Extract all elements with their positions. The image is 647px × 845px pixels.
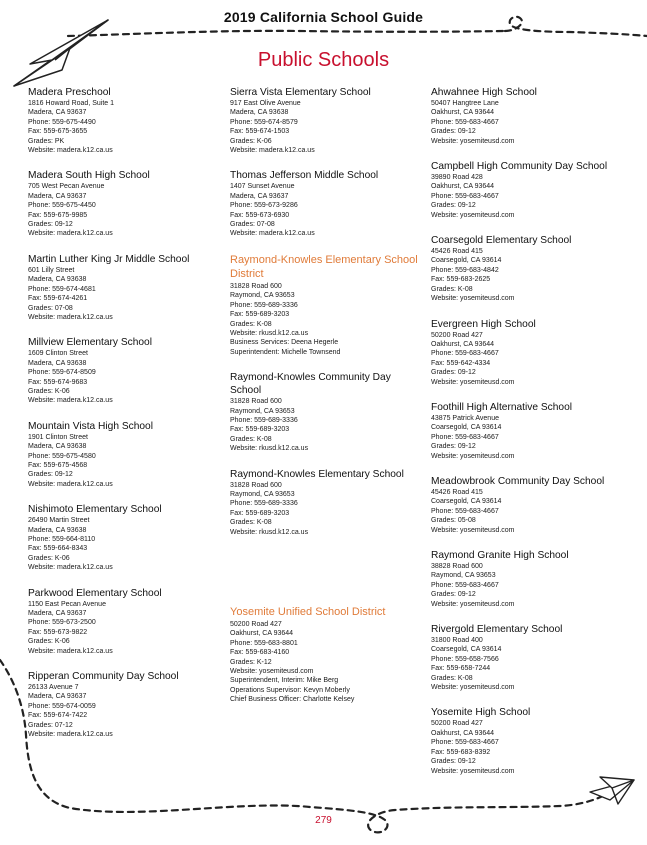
city: Madera, CA 93638 <box>28 443 87 451</box>
grades: Grades: 09-12 <box>431 758 476 766</box>
school-name: Yosemite High School <box>431 707 531 719</box>
phone: Phone: 559-683-4667 <box>431 507 499 515</box>
school-name: Evergreen High School <box>431 318 536 330</box>
phone: Phone: 559-689-3336 <box>230 500 298 508</box>
grades: Grades: K-08 <box>431 285 473 293</box>
school-name: Coarsegold Elementary School <box>431 235 572 247</box>
phone: Phone: 559-674-8579 <box>230 118 298 126</box>
fax: Fax: 559-642-4334 <box>431 359 491 367</box>
school-entry <box>431 706 631 775</box>
city: Raymond, CA 93653 <box>230 407 295 415</box>
page-number: 279 <box>315 815 332 826</box>
address: 1901 Clinton Street <box>28 433 88 441</box>
phone: Phone: 559-689-3336 <box>230 416 298 424</box>
phone: Phone: 559-683-8801 <box>230 639 298 647</box>
city: Madera, CA 93638 <box>28 359 87 367</box>
school-name: Rivergold Elementary School <box>431 624 563 636</box>
website: Website: yosemiteusd.com <box>431 684 515 692</box>
school-entry <box>230 169 422 238</box>
school-name: Millview Elementary School <box>28 337 152 349</box>
school-name: Parkwood Elementary School <box>28 587 162 599</box>
city: Coarsegold, CA 93614 <box>431 257 502 265</box>
phone: Phone: 559-675-4580 <box>28 452 96 460</box>
grades: Grades: 07-12 <box>28 721 73 729</box>
grades: Grades: K-12 <box>230 658 272 666</box>
school-name: Martin Luther King Jr Middle School <box>28 253 190 265</box>
city: Madera, CA 93638 <box>28 526 87 534</box>
guide-title: 2019 California School Guide <box>223 9 424 25</box>
fax: Fax: 559-674-7422 <box>28 712 88 720</box>
school-name: Ripperan Community Day School <box>28 671 179 683</box>
city: Oakhurst, CA 93644 <box>431 729 495 737</box>
address: 50407 Hangtree Lane <box>431 100 499 107</box>
website: Website: yosemiteusd.com <box>431 211 515 219</box>
website: Website: yosemiteusd.com <box>431 452 515 460</box>
dashed-flight-path-top <box>68 31 505 36</box>
superintendent: Superintendent: Michelle Townsend <box>230 348 341 356</box>
address: 31828 Road 600 <box>230 282 282 290</box>
grades: Grades: 09-12 <box>28 471 73 479</box>
school-entry <box>431 401 631 461</box>
address: 1816 Howard Road, Suite 1 <box>28 100 114 107</box>
grades: Grades: K-06 <box>230 137 272 145</box>
city: Coarsegold, CA 93614 <box>431 646 502 654</box>
fax: Fax: 559-674-4261 <box>28 295 88 303</box>
city: Oakhurst, CA 93644 <box>431 340 495 348</box>
address: 31800 Road 400 <box>431 637 483 645</box>
fax: Fax: 559-689-3203 <box>230 311 290 319</box>
grades: Grades: 05-08 <box>431 517 476 525</box>
fax: Fax: 559-675-3655 <box>28 128 88 136</box>
grades: Grades: K-08 <box>230 320 272 328</box>
city: Madera, CA 93638 <box>28 276 87 284</box>
website: Website: madera.k12.ca.us <box>230 147 315 155</box>
website: Website: rkusd.k12.ca.us <box>230 445 309 453</box>
city: Madera, CA 93638 <box>230 109 289 117</box>
phone: Phone: 559-673-9286 <box>230 202 298 210</box>
school-entry <box>230 468 422 537</box>
address: 45426 Road 415 <box>431 488 483 496</box>
phone: Phone: 559-674-4681 <box>28 285 96 293</box>
fax: Fax: 559-689-3203 <box>230 426 290 434</box>
school-entry <box>431 549 631 609</box>
grades: Grades: K-08 <box>230 519 272 527</box>
school-entry <box>28 253 223 322</box>
city: Raymond, CA 93653 <box>431 572 496 580</box>
school-entry <box>431 234 631 303</box>
school-name: Raymond Granite High School <box>431 550 569 561</box>
website: Website: yosemiteusd.com <box>431 767 515 775</box>
district-entry <box>230 253 422 357</box>
phone: Phone: 559-673-2500 <box>28 619 96 627</box>
phone: Phone: 559-675-4490 <box>28 118 96 126</box>
website: Website: yosemiteusd.com <box>230 668 314 676</box>
address: 50200 Road 427 <box>431 331 483 339</box>
grades: Grades: K-06 <box>28 387 70 395</box>
address: 50200 Road 427 <box>230 621 282 628</box>
phone: Phone: 559-689-3336 <box>230 301 298 309</box>
grades: Grades: 09-12 <box>431 443 476 451</box>
grades: Grades: 07-08 <box>28 304 73 312</box>
fax: Fax: 559-683-2625 <box>431 276 491 284</box>
chief-business-officer: Chief Business Officer: Charlotte Kelsey <box>230 696 355 704</box>
address: 601 Lilly Street <box>28 266 75 274</box>
city: Madera, CA 93637 <box>28 610 87 618</box>
website: Website: yosemiteusd.com <box>431 526 515 534</box>
fax: Fax: 559-675-4568 <box>28 461 88 469</box>
address: 1150 East Pecan Avenue <box>28 600 106 608</box>
address: 45426 Road 415 <box>431 248 483 256</box>
phone: Phone: 559-664-8110 <box>28 536 96 543</box>
school-entry <box>28 86 223 155</box>
grades: Grades: K-06 <box>28 554 70 562</box>
column-3 <box>431 86 631 790</box>
website: Website: madera.k12.ca.us <box>28 230 113 238</box>
school-name: Campbell High Community Day School <box>431 161 608 173</box>
fax: Fax: 559-689-3203 <box>230 509 290 517</box>
fax: Fax: 559-673-6930 <box>230 211 290 219</box>
city: Madera, CA 93637 <box>28 109 87 117</box>
website: Website: madera.k12.ca.us <box>28 647 113 655</box>
school-entry <box>431 160 631 220</box>
fax: Fax: 559-683-4160 <box>230 649 290 657</box>
phone: Phone: 559-683-4667 <box>431 350 499 358</box>
city: Coarsegold, CA 93614 <box>431 424 502 432</box>
phone: Phone: 559-683-4667 <box>431 118 499 126</box>
business-services: Business Services: Deena Hegerle <box>230 339 339 347</box>
website: Website: yosemiteusd.com <box>431 295 515 303</box>
column-1 <box>28 86 223 754</box>
fax: Fax: 559-658-7244 <box>431 665 491 673</box>
school-entry <box>431 86 631 146</box>
district-name: Yosemite Unified School District <box>230 606 386 618</box>
city: Madera, CA 93637 <box>28 693 87 701</box>
phone: Phone: 559-683-4667 <box>431 192 499 200</box>
section-title: Public Schools <box>257 49 390 71</box>
grades: Grades: 09-12 <box>431 202 476 210</box>
address: 26133 Avenue 7 <box>28 684 79 692</box>
school-entry <box>28 670 223 739</box>
school-entry <box>431 475 631 535</box>
school-name: Mountain Vista High School <box>28 420 153 432</box>
address: 26490 Martin Street <box>28 517 90 525</box>
website: Website: yosemiteusd.com <box>431 137 515 145</box>
phone: Phone: 559-683-4842 <box>431 266 499 274</box>
phone: Phone: 559-658-7566 <box>431 655 499 663</box>
grades: Grades: K-06 <box>28 638 70 646</box>
school-entry <box>28 503 223 572</box>
address: 917 East Olive Avenue <box>230 100 301 107</box>
address: 1407 Sunset Avenue <box>230 183 295 191</box>
website: Website: yosemiteusd.com <box>431 600 515 608</box>
district-entry <box>230 605 422 705</box>
phone: Phone: 559-674-0059 <box>28 702 96 710</box>
address: 43875 Patrick Avenue <box>431 414 499 422</box>
school-name: Thomas Jefferson Middle School <box>230 170 379 182</box>
city: Raymond, CA 93653 <box>230 490 295 498</box>
school-entry <box>28 169 223 238</box>
school-entry <box>230 86 422 155</box>
school-entry <box>28 587 223 656</box>
fax: Fax: 559-674-9683 <box>28 378 88 386</box>
operations-supervisor: Operations Supervisor: Kevyn Moberly <box>230 686 350 694</box>
school-entry <box>28 336 223 405</box>
website: Website: rkusd.k12.ca.us <box>230 528 309 536</box>
school-entry <box>431 623 631 692</box>
website: Website: madera.k12.ca.us <box>28 313 113 321</box>
school-entry <box>28 420 223 489</box>
school-name: Sierra Vista Elementary School <box>230 87 371 98</box>
fax: Fax: 559-664-8343 <box>28 545 88 553</box>
grades: Grades: K-08 <box>230 435 272 443</box>
website: Website: madera.k12.ca.us <box>230 230 315 238</box>
address: 31828 Road 600 <box>230 481 282 489</box>
city: Madera, CA 93637 <box>230 192 289 200</box>
website: Website: rkusd.k12.ca.us <box>230 329 309 337</box>
fax: Fax: 559-683-8392 <box>431 748 491 756</box>
address: 39890 Road 428 <box>431 174 483 182</box>
school-entry <box>431 318 631 387</box>
grades: Grades: PK <box>28 137 65 145</box>
phone: Phone: 559-683-4667 <box>431 433 499 441</box>
grades: Grades: 09-12 <box>431 128 476 136</box>
grades: Grades: K-08 <box>431 674 473 682</box>
city: Oakhurst, CA 93644 <box>431 183 495 191</box>
fax: Fax: 559-675-9985 <box>28 211 88 219</box>
phone: Phone: 559-675-4450 <box>28 202 96 210</box>
school-name: Ahwahnee High School <box>431 87 537 98</box>
city: Madera, CA 93637 <box>28 192 87 200</box>
website: Website: madera.k12.ca.us <box>28 564 113 572</box>
school-entry <box>230 371 422 453</box>
superintendent: Superintendent, Interim: Mike Berg <box>230 677 339 685</box>
fax: Fax: 559-673-9822 <box>28 628 88 636</box>
school-name: Madera South High School <box>28 170 150 182</box>
address: 31828 Road 600 <box>230 398 282 406</box>
address: 50200 Road 427 <box>431 720 483 728</box>
column-2 <box>230 86 422 719</box>
school-name: Raymond-Knowles Community Day School <box>230 372 391 397</box>
school-name: Raymond-Knowles Elementary School <box>230 468 404 480</box>
grades: Grades: 09-12 <box>431 591 476 599</box>
city: Coarsegold, CA 93614 <box>431 498 502 506</box>
address: 38828 Road 600 <box>431 563 483 570</box>
city: Oakhurst, CA 93644 <box>230 630 294 638</box>
phone: Phone: 559-683-4667 <box>431 581 499 589</box>
city: Oakhurst, CA 93644 <box>431 109 495 117</box>
phone: Phone: 559-683-4667 <box>431 739 499 747</box>
address: 1609 Clinton Street <box>28 350 88 358</box>
grades: Grades: 07-08 <box>230 221 275 229</box>
grades: Grades: 09-12 <box>431 369 476 377</box>
website: Website: madera.k12.ca.us <box>28 147 113 155</box>
website: Website: yosemiteusd.com <box>431 378 515 386</box>
website: Website: madera.k12.ca.us <box>28 480 113 488</box>
district-name: Raymond-Knowles Elementary School District <box>230 253 418 280</box>
phone: Phone: 559-674-8509 <box>28 369 96 377</box>
address: 705 West Pecan Avenue <box>28 183 105 191</box>
city: Raymond, CA 93653 <box>230 292 295 300</box>
school-name: Foothill High Alternative School <box>431 401 573 413</box>
website: Website: madera.k12.ca.us <box>28 731 113 739</box>
website: Website: madera.k12.ca.us <box>28 397 113 405</box>
school-name: Meadowbrook Community Day School <box>431 475 605 487</box>
grades: Grades: 09-12 <box>28 221 73 229</box>
school-name: Madera Preschool <box>28 87 111 98</box>
school-name: Nishimoto Elementary School <box>28 504 162 516</box>
fax: Fax: 559-674-1503 <box>230 128 290 136</box>
